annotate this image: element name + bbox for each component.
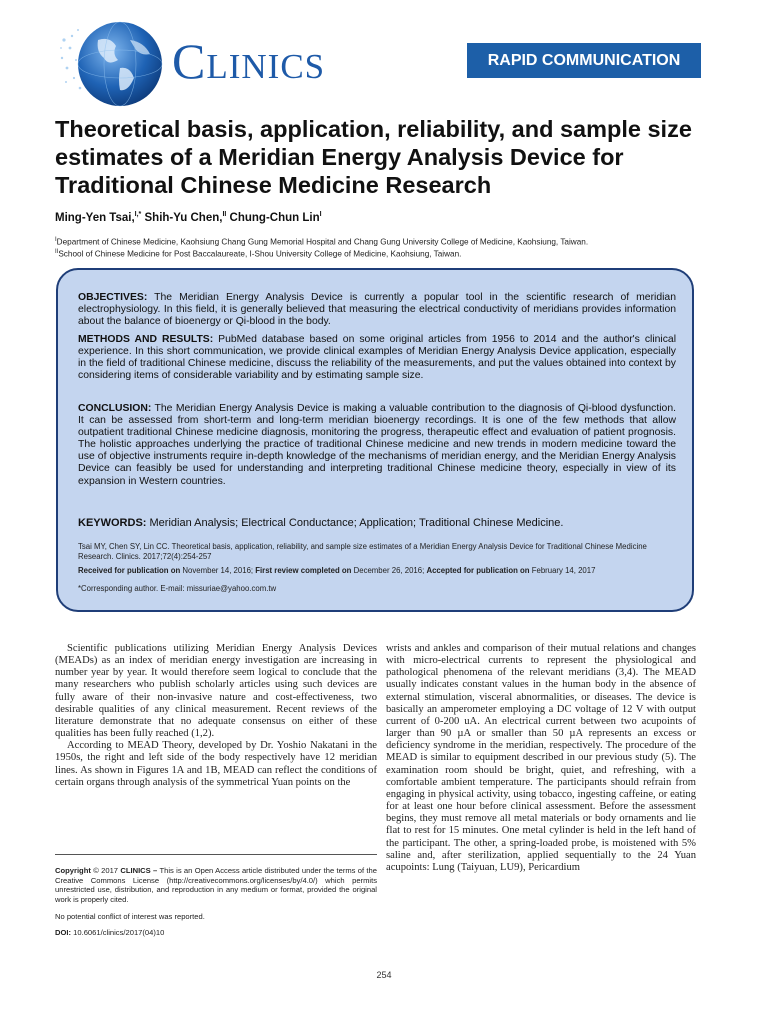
- body-right-column: [386, 643, 696, 874]
- copyright-text: This is an Open Access article distributed under the terms of the Creative Commons License (http://creativecommons.org/licenses/by/4.0/) which permits unrestricted use, distribution, and reproduction in any medium or format, provided the original work is properly cited.: [55, 866, 377, 904]
- body-paragraph: wrists and ankles and comparison of their mutual relations and changes with micro-electrical currents to represent the physiological and pathological phenomena of the relevant meridians (3,4). The MEAD usually indicates constant values in the human body in the absence of external stimulation, visceral abnormalities, or diseases. The device is basically an amperometer employing a DC voltage of 12 V with output current of 0-200 uA. An electrical current between two acupoints of larger than 90 µA or smaller than 50 µA represents an excess or deficiency syndrome in the meridian, respectively. The procedure of the MEAD is similar to equipment described in our previous study (5). The examination room should be bright, quiet, and refreshing, with a comfortable ambient temperature. The participants should refrain from engaging in physical activity, using tobacco, ingesting caffeine, or eating for at least one hour before clinical assessment. Before the assessment begins, they must remove all metal materials or body ornaments and lie flat to rest for 15 minutes. One metal cylinder is held in the left hand of the participant. The other, a spring-loaded probe, is moistened with 5% saline and, after sterilization, applied sequentially to the 24 Yuan acupoints: Lung (Taiyuan, LU9), Pericardium: [386, 643, 696, 873]
- author-list: [55, 211, 322, 224]
- copyright-mark: ©: [93, 866, 99, 875]
- objectives-label: OBJECTIVES:: [78, 292, 148, 303]
- body-paragraph: Scientific publications utilizing Meridian Energy Analysis Devices (MEADs) as an index of meridian energy investigation are increasing in number year by year. It would therefore seem logical to conclude that the many researchers who publish scholarly articles using such devices are fully aware of their non-invasive nature and cost-effectiveness, two desirable qualities of any clinical measurement. Recent reviews of the literature demonstrate that no adequate consensus on either of these qualities has been fully reached (1,2).: [55, 643, 377, 740]
- author-sup: I: [319, 211, 322, 218]
- keywords-text: Meridian Analysis; Electrical Conductance; Application; Traditional Chinese Medicine.: [149, 517, 564, 529]
- conclusion-text: The Meridian Energy Analysis Device is making a valuable contribution to the diagnosis of Qi-blood dysfunction. It can be assessed from short-term and long-term meridian bioenergy recordings. It is one of the few methods that allow outpatient traditional Chinese medicine diagnosis, monitoring the progress, therapeutic effect and evaluation of patient prognosis. The holistic approaches underlying the practice of traditional Chinese medicine and new trends in modern medicine toward the use of objective instruments require in-depth knowledge of the mechanisms of meridian energy, and the Meridian Energy Analysis Device can feasibly be used for understanding and interpreting traditional Chinese medicine theory, especially in view of its expansion in Western countries.: [78, 403, 676, 487]
- publication-dates: [78, 566, 678, 576]
- affiliation: [55, 247, 725, 260]
- received-label: Received for publication on: [78, 566, 181, 575]
- affiliation-sup: II: [55, 249, 59, 255]
- author-name: Chung-Chun Lin: [229, 211, 320, 224]
- doi: [55, 928, 377, 938]
- doi-label: DOI:: [55, 928, 72, 937]
- conflict-note: No potential conflict of interest was reported.: [55, 912, 205, 921]
- footnote-divider: [55, 854, 377, 855]
- copyright-year: 2017: [101, 866, 119, 875]
- affiliation-sup: I: [55, 237, 57, 243]
- article-title: Theoretical basis, application, reliability, and sample size estimates of a Meridian Energy Analysis Device for Traditional Chinese Medicine Research: [55, 116, 692, 198]
- copyright-journal: CLINICS –: [120, 866, 158, 875]
- corresponding-author: *Corresponding author. E-mail: missuriae@yahoo.com.tw: [78, 584, 277, 593]
- received-date: November 14, 2016;: [182, 566, 254, 575]
- affiliation: [55, 235, 725, 248]
- citation: Tsai MY, Chen SY, Lin CC. Theoretical basis, application, reliability, and sample size estimates of a Meridian Energy Analysis Device for Traditional Chinese Medicine Research. Clinics. 2017;72(4):254-257: [78, 542, 647, 561]
- body-left-column: [55, 643, 377, 789]
- author-sup: II: [222, 211, 227, 218]
- accepted-date: February 14, 2017: [531, 566, 596, 575]
- keywords: [78, 517, 563, 529]
- methods-label: METHODS AND RESULTS:: [78, 334, 214, 345]
- journal-globe-logo: [58, 18, 168, 110]
- author-name: Shih-Yu Chen,: [144, 211, 223, 224]
- body-paragraph: According to MEAD Theory, developed by Dr. Yoshio Nakatani in the 1950s, the right and left side of the body respectively have 12 meridian lines. As shown in Figures 1A and 1B, MEAD can reflect the conditions of certain organs through analysis of the symmetrical Yuan points on the: [55, 740, 377, 788]
- author-sup: I,*: [134, 211, 142, 218]
- abstract-conclusion: [78, 403, 676, 488]
- affiliation-text: Department of Chinese Medicine, Kaohsiung Chang Gung Memorial Hospital and Chang Gung University College of Medicine, Kaohsiung, Taiwan.: [56, 237, 589, 247]
- affiliation-text: School of Chinese Medicine for Post Baccalaureate, I-Shou University College of Medicine, Kaohsiung, Taiwan.: [58, 249, 462, 259]
- copyright-note: [55, 866, 377, 904]
- page-number: 254: [376, 970, 392, 980]
- keywords-label: KEYWORDS:: [78, 517, 147, 529]
- abstract-objectives: [78, 292, 676, 328]
- first-review-date: December 26, 2016;: [353, 566, 425, 575]
- conclusion-label: CONCLUSION:: [78, 403, 152, 414]
- article-type-badge: RAPID COMMUNICATION: [467, 43, 701, 78]
- journal-name: Clinics: [172, 33, 326, 89]
- author-name: Ming-Yen Tsai,: [55, 211, 135, 224]
- accepted-label: Accepted for publication on: [426, 566, 530, 575]
- first-review-label: First review completed on: [255, 566, 352, 575]
- doi-value: 10.6061/clinics/2017(04)10: [73, 928, 165, 937]
- objectives-text: The Meridian Energy Analysis Device is currently a popular tool in the scientific research of meridian electrophysiology. In this field, it is generally believed that measuring the electrical conductivity of meridians provides information about the balance of bioenergy or Qi-blood in the body.: [78, 292, 676, 328]
- methods-text: PubMed database based on some original articles from 1956 to 2014 and the author's clinical experience. In this short communication, we provide clinical examples of Meridian Energy Analysis Device application, especially in the field of traditional Chinese medicine, discuss the reliability of the measurements, and put the values obtained into context by considering items of considerable variability and by estimating sample size.: [78, 334, 677, 382]
- abstract-methods: [78, 334, 676, 382]
- copyright-label: Copyright: [55, 866, 91, 875]
